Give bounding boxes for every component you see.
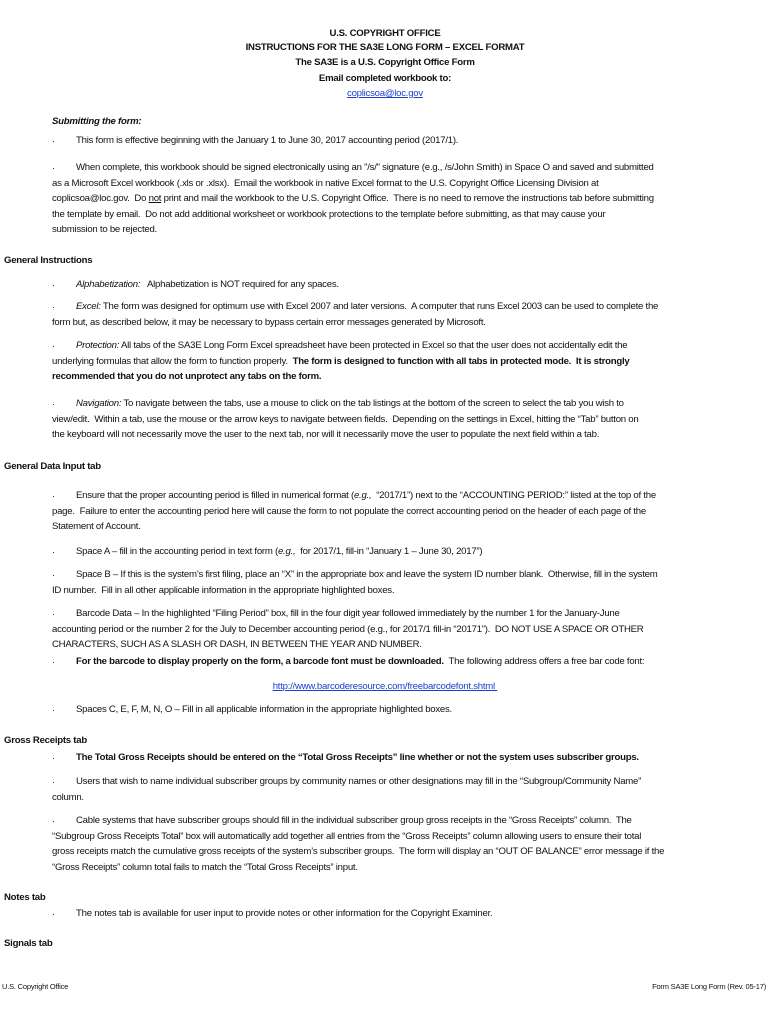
text-segment: The following address offers a free bar code font: <box>443 656 645 667</box>
text-segment: the template by email. Do not add additional worksheet or workbook protections to the template before submitting, as that may cause your <box>52 208 606 220</box>
text-segment: The notes tab is available for user input to provide notes or other information for the Copyright Examiner. <box>76 908 493 919</box>
form-title <box>0 41 770 55</box>
bullet-icon: · <box>52 280 55 290</box>
text-segment: column. <box>52 791 84 803</box>
bullet-icon: · <box>52 341 55 351</box>
paragraph-line <box>76 607 620 621</box>
text-segment: Gross Receipts tab <box>4 735 87 746</box>
text-segment: accounting period or the number 2 for the July to December accounting period (e.g., for 2017/1 fill-in “20171”). DO NOT USE A SPACE OR OTHER <box>52 623 644 635</box>
paragraph-line <box>52 413 638 427</box>
paragraph-line <box>76 161 654 175</box>
paragraph-line <box>76 278 339 292</box>
email-link <box>0 87 770 101</box>
text-segment: view/edit. Within a tab, use the mouse or the arrow keys to navigate between fields. Depending on the settings in Excel, hitting the “Tab” button on <box>52 413 639 425</box>
paragraph-line <box>76 545 482 559</box>
text-segment: To navigate between the tabs, use a mouse to click on the tab listings at the bottom of the screen to select the tab you wish to <box>121 398 624 409</box>
form-subtitle <box>0 56 770 70</box>
text-segment: e.g., <box>353 490 372 501</box>
text-segment: submission to be rejected. <box>52 224 157 236</box>
office-title <box>0 27 770 41</box>
text-segment: General Instructions <box>4 255 93 266</box>
paragraph-line <box>76 655 644 669</box>
paragraph-line <box>52 584 394 598</box>
paragraph-line <box>52 791 84 805</box>
text-segment: Statement of Account. <box>52 521 141 533</box>
text-segment: When complete, this workbook should be signed electronically using an "/s/" signature (e.g., /s/John Smith) in Space O and saved and submitted <box>76 162 654 173</box>
text-segment: Notes tab <box>4 892 46 903</box>
text-segment: underlying formulas that allow the form to function properly. <box>52 355 293 367</box>
text-segment: ID number. Fill in all other applicable information in the appropriate highlighted boxes. <box>52 584 395 596</box>
paragraph-line <box>52 638 422 652</box>
text-segment: Alphabetization: <box>76 279 141 290</box>
bullet-icon: · <box>52 777 55 787</box>
text-segment: U.S. COPYRIGHT OFFICE <box>329 28 441 39</box>
paragraph-line <box>76 751 639 765</box>
text-segment: Space A – fill in the accounting period in text form ( <box>76 546 278 557</box>
text-segment: Space B – If this is the system’s first filing, place an “X” in the appropriate box and leave the system ID number blank. Otherwise, fill in the system <box>76 569 658 580</box>
bullet-icon: · <box>52 609 55 619</box>
bullet-icon: · <box>52 163 55 173</box>
text-segment: Navigation: <box>76 398 122 409</box>
paragraph-line <box>52 223 157 237</box>
text-segment: Signals tab <box>4 938 53 949</box>
bullet-icon: · <box>52 753 55 763</box>
text-segment: not <box>148 193 162 205</box>
email-label <box>0 72 770 86</box>
paragraph-line <box>52 830 641 844</box>
text-segment: “Gross Receipts” column total fails to match the “Total Gross Receipts” input. <box>52 861 358 873</box>
paragraph-line <box>76 568 657 582</box>
text-segment: This form is effective beginning with the January 1 to June 30, 2017 accounting period (2017/1). <box>76 135 459 146</box>
bullet-icon: · <box>52 909 55 919</box>
text-segment: The form is designed to function with all tabs in protected mode. It is strongly <box>292 355 630 367</box>
paragraph-line <box>76 300 658 314</box>
paragraph-line <box>52 428 599 442</box>
section-heading <box>4 937 52 951</box>
paragraph-line <box>52 623 643 637</box>
text-segment: for 2017/1, fill-in “January 1 – June 30, 2017”) <box>295 546 483 557</box>
paragraph-line <box>76 339 627 353</box>
text-segment: Submitting the form: <box>52 116 142 127</box>
bullet-icon: · <box>52 136 55 146</box>
submitting-heading <box>52 115 141 129</box>
paragraph-line <box>52 316 486 330</box>
paragraph-line <box>52 192 654 206</box>
text-segment: General Data Input tab <box>4 461 101 472</box>
paragraph-line <box>76 134 458 148</box>
bullet-icon: · <box>52 816 55 826</box>
bullet-icon: · <box>52 705 55 715</box>
text-segment: Users that wish to name individual subscriber groups by community names or other designations may fill in the “Subgroup/Community Name” <box>76 776 642 787</box>
paragraph-line <box>0 680 770 694</box>
paragraph-line <box>52 520 141 534</box>
paragraph-line <box>76 775 641 789</box>
text-segment: print and mail the workbook to the U.S. Copyright Office. There is no need to remove the instructions tab before submitting <box>161 193 654 205</box>
text-segment: as a Microsoft Excel workbook (.xls or .xlsx). Email the workbook in native Excel format to the U.S. Copyright Office Licensing Division at <box>52 177 599 189</box>
text-segment: form but, as described below, it may be necessary to bypass certain error messages generated by Microsoft. <box>52 316 486 328</box>
paragraph-line <box>76 489 656 503</box>
bullet-icon: · <box>52 570 55 580</box>
paragraph-line <box>52 845 664 859</box>
section-heading <box>4 891 45 905</box>
text-segment: The SA3E is a U.S. Copyright Office Form <box>295 57 475 68</box>
text-segment: All tabs of the SA3E Long Form Excel spreadsheet have been protected in Excel so that the user does not accidentally edit the <box>119 340 628 351</box>
paragraph-line <box>52 505 646 519</box>
bullet-icon: · <box>52 657 55 667</box>
paragraph-line <box>76 397 624 411</box>
text-segment: INSTRUCTIONS FOR THE SA3E LONG FORM – EXCEL FORMAT <box>245 42 525 53</box>
text-segment: coplicsoa@loc.gov. Do <box>52 193 149 205</box>
section-heading <box>4 254 92 268</box>
section-heading <box>4 460 101 474</box>
text-segment: For the barcode to display properly on the form, a barcode font must be downloaded. <box>76 656 444 667</box>
text-segment: the keyboard will not necessarily move the user to the next tab, nor will it necessarily move the user to populate the next field within a tab. <box>52 429 600 441</box>
text-segment: “Subgroup Gross Receipts Total” box will automatically add together all entries from the “Gross Receipts” column allowing users to ensure their total <box>52 830 642 842</box>
footer-right: Form SA3E Long Form (Rev. 05-17) <box>652 982 766 991</box>
text-segment: gross receipts match the cumulative gross receipts of the system’s subscriber groups. The form will display an “OUT OF BALANCE” error message if the <box>52 846 665 858</box>
hyperlink[interactable]: http://www.barcoderesource.com/freebarcodefont.shtml <box>272 681 498 692</box>
bullet-icon: · <box>52 547 55 557</box>
text-segment: page. Failure to enter the accounting period here will cause the form to not populate the correct accounting period on the header of each page of the <box>52 505 646 517</box>
bullet-icon: · <box>52 302 55 312</box>
text-segment: Excel: <box>76 301 101 312</box>
text-segment: Cable systems that have subscriber groups should fill in the individual subscriber group gross receipts in the “Gross Receipts” column. The <box>76 815 632 826</box>
paragraph-line <box>52 861 358 875</box>
section-heading <box>4 734 87 748</box>
bullet-icon: · <box>52 399 55 409</box>
text-segment: e.g., <box>277 546 296 557</box>
paragraph-line <box>76 814 632 828</box>
paragraph-line <box>76 703 452 717</box>
text-segment: Alphabetization is NOT required for any spaces. <box>140 279 339 290</box>
text-segment: The form was designed for optimum use with Excel 2007 and later versions. A computer that runs Excel 2003 can be used to complete the <box>100 301 659 312</box>
paragraph-line <box>52 177 599 191</box>
text-segment: “2017/1”) next to the “ACCOUNTING PERIOD:” listed at the top of the <box>371 490 656 501</box>
text-segment: Email completed workbook to: <box>318 73 452 84</box>
footer-left: U.S. Copyright Office <box>2 982 69 991</box>
text-segment: Spaces C, E, F, M, N, O – Fill in all applicable information in the appropriate highlighted boxes. <box>76 704 452 715</box>
text-segment: Protection: <box>76 340 120 351</box>
text-segment: recommended that you do not unprotect any tabs on the form. <box>52 371 322 383</box>
text-segment: Ensure that the proper accounting period is filled in numerical format ( <box>76 490 354 501</box>
paragraph-line <box>76 907 492 921</box>
hyperlink[interactable]: coplicsoa@loc.gov <box>347 88 423 99</box>
paragraph-line <box>52 370 321 384</box>
paragraph-line <box>52 208 605 222</box>
text-segment: Barcode Data – In the highlighted “Filing Period” box, fill in the four digit year followed immediately by the number 1 for the January-June <box>76 608 620 619</box>
text-segment: CHARACTERS, SUCH AS A SLASH OR DASH, IN BETWEEN THE YEAR AND NUMBER. <box>52 639 422 651</box>
bullet-icon: · <box>52 491 55 501</box>
text-segment: The Total Gross Receipts should be entered on the “Total Gross Receipts” line whether or not the system uses subscriber groups. <box>76 752 639 763</box>
paragraph-line <box>52 355 629 369</box>
